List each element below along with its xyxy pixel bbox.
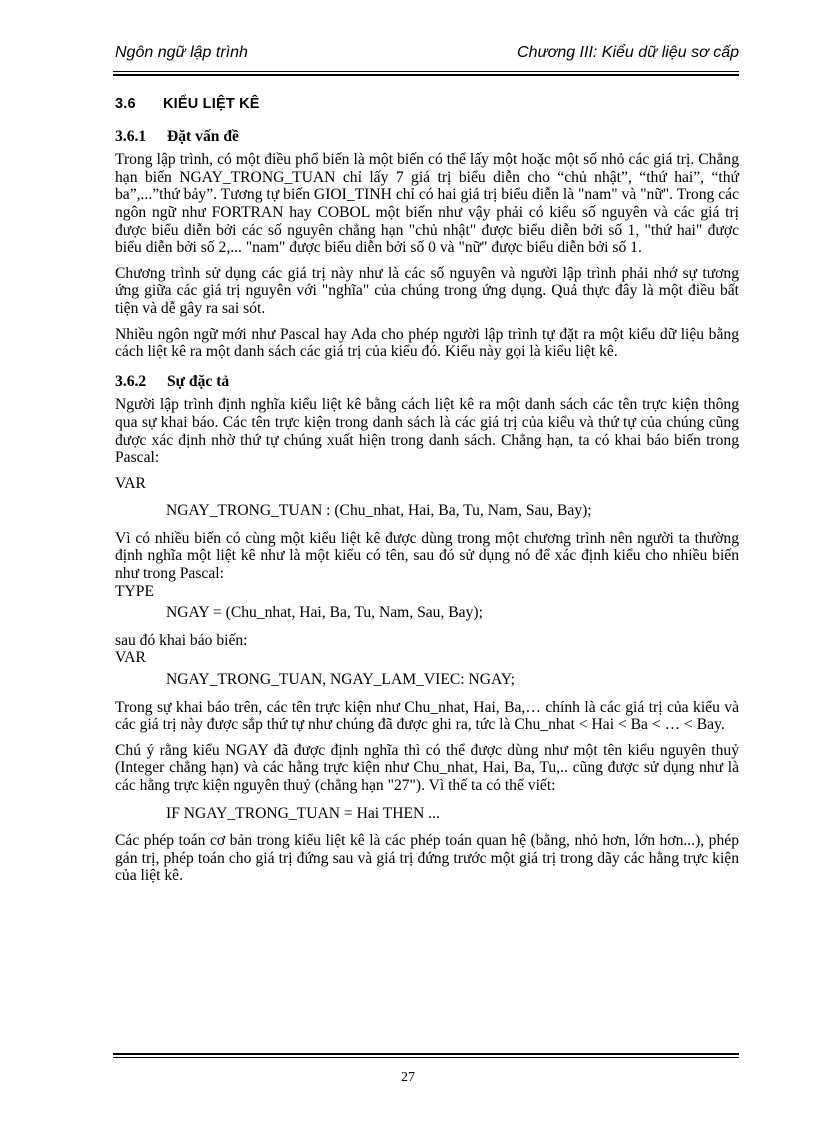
code-keyword: VAR xyxy=(115,474,146,492)
paragraph: Trong lập trình, có một điều phổ biến là một biến có thể lấy một hoặc một số nhỏ các giá trị. Chẳng hạn biến NGAY_TRONG_TUAN chỉ lấy 7 giá trị biểu diễn cho “chủ nhật”, “thứ hai”, “thứ ba”,...”thứ bảy”. Tương tự biến GIOI_TINH chỉ có hai giá trị biểu diễn là "nam" và "nữ". Trong các ngôn ngữ như FORTRAN hay COBOL một biến như vậy phải có kiểu số nguyên và các giá trị được biểu diễn bởi các số nguyên chẳng hạn "chủ nhật" được biểu diễn bởi số 1, "thứ hai" được biểu diễn bởi số 2,... "nam" được biểu diễn bởi số 0 và "nữ" được biểu diễn bởi số 1. xyxy=(115,151,739,257)
subsection-heading-1 xyxy=(115,128,739,146)
header-rule xyxy=(113,71,739,76)
paragraph: Chú ý rằng kiểu NGAY đã được định nghĩa thì có thể được dùng như một tên kiểu nguyên thuỷ (Integer chẳng hạn) và các hằng trực kiện như Chu_nhat, Hai, Ba, Tu,.. cũng được sử dụng như là các hằng trực kiện nguyên thuỷ (chẳng hạn "27"). Vì thế ta có thể viết: xyxy=(115,741,739,794)
page-header xyxy=(113,44,739,68)
section-number: 3.6 xyxy=(115,96,136,112)
code-keyword: TYPE xyxy=(115,582,154,600)
code-line: NGAY = (Chu_nhat, Hai, Ba, Tu, Nam, Sau, Bay); xyxy=(166,604,483,622)
subsection-title-1: Đặt vấn đề xyxy=(167,127,239,145)
paragraph: Các phép toán cơ bản trong kiểu liệt kê là các phép toán quan hệ (bằng, nhỏ hơn, lớn hơn...), phép gán trị, phép toán cho giá trị đứng sau và giá trị đứng trước một giá trị trong dãy các hằng trực kiện của liệt kê. xyxy=(115,832,739,885)
code-keyword: VAR xyxy=(115,649,146,667)
paragraph: Chương trình sử dụng các giá trị này như là các số nguyên và người lập trình phải nhớ sự tương ứng giữa các giá trị nguyên với "nghĩa" của chúng trong ứng dụng. Quả thực đây là một điều bất tiện và dễ gây ra sai sót. xyxy=(115,264,739,317)
subsection-number-1: 3.6.1 xyxy=(115,127,147,145)
paragraph: Người lập trình định nghĩa kiểu liệt kê bằng cách liệt kê ra một danh sách các tên trực kiện thông qua sự khai báo. Các tên trực kiện trong danh sách là các giá trị của kiểu và thứ tự của chúng cũng được xác định nhờ thứ tự chúng xuất hiện trong danh sách. Chẳng hạn, ta có khai báo biến trong Pascal: xyxy=(115,396,739,467)
section-heading xyxy=(115,96,739,114)
footer-rule xyxy=(113,1053,739,1058)
page-number: 27 xyxy=(401,1070,415,1085)
subsection-number-2: 3.6.2 xyxy=(115,372,147,390)
code-line: NGAY_TRONG_TUAN : (Chu_nhat, Hai, Ba, Tu, Nam, Sau, Bay); xyxy=(166,502,592,520)
code-line: NGAY_TRONG_TUAN, NGAY_LAM_VIEC: NGAY; xyxy=(166,671,516,689)
page-content xyxy=(115,96,739,893)
header-book-title: Ngôn ngữ lập trình xyxy=(115,44,248,61)
paragraph: Vì có nhiều biến có cùng một kiểu liệt kê được dùng trong một chương trình nên người ta thường định nghĩa một liệt kê như là một kiểu có tên, sau đó sử dụng nó để xác định kiểu cho nhiều biến như trong Pascal: xyxy=(115,529,739,583)
paragraph: sau đó khai báo biến: xyxy=(115,631,248,649)
paragraph: Nhiều ngôn ngữ mới như Pascal hay Ada cho phép người lập trình tự đặt ra một kiểu dữ liệu bằng cách liệt kê ra một danh sách các giá trị của kiểu đó. Kiểu này gọi là kiểu liệt kê. xyxy=(115,325,739,361)
code-line: IF NGAY_TRONG_TUAN = Hai THEN ... xyxy=(166,804,440,822)
section-title: KIỂU LIỆT KÊ xyxy=(163,96,260,112)
subsection-heading-2 xyxy=(115,373,739,391)
header-chapter-title: Chương III: Kiểu dữ liệu sơ cấp xyxy=(517,44,739,61)
paragraph: Trong sự khai báo trên, các tên trực kiện như Chu_nhat, Hai, Ba,… chính là các giá trị của kiểu và các giá trị này được sắp thứ tự như chúng đã được ghi ra, tức là Chu_nhat < Hai < Ba < … < Bay. xyxy=(115,698,739,734)
subsection-title-2: Sự đặc tả xyxy=(167,372,230,390)
